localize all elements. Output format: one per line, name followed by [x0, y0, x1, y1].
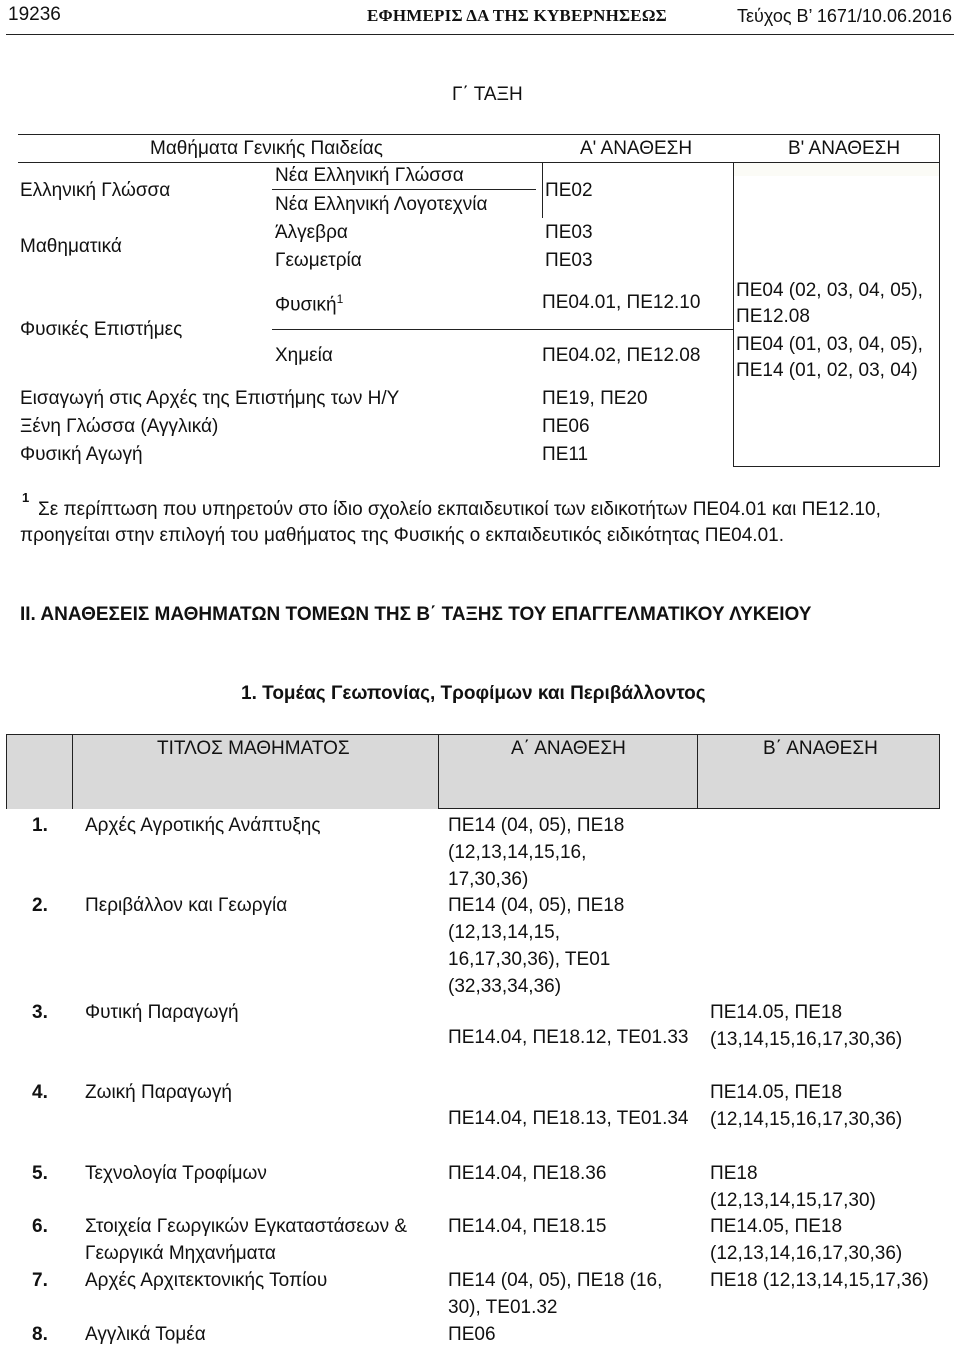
row-title: Αρχές Αγροτικής Ανάπτυξης: [85, 815, 321, 836]
row-title: Στοιχεία Γεωργικών Εγκαταστάσεων & Γεωργικά Μηχανήματα: [85, 1216, 408, 1264]
row-title: Περιβάλλον και Γεωργία: [85, 895, 288, 916]
issue-info: Τεύχος Β’ 1671/10.06.2016: [737, 6, 953, 26]
row-a-assignment: ΠΕ14 (04, 05), ΠΕ18 (16, 30), ΤΕ01.32: [448, 1270, 663, 1318]
math-algebra: Άλγεβρα: [275, 222, 348, 243]
row-number: 6.: [32, 1216, 48, 1237]
footnote-line1: Σε περίπτωση που υπηρετούν στο ίδιο σχολείο εκπαιδευτικοί των ειδικοτήτων ΠΕ04.01 και ΠΕ12.10,: [38, 499, 881, 520]
cs-label: Εισαγωγή στις Αρχές της Επιστήμης των Η/Υ: [20, 388, 400, 409]
row-title: Φυτική Παραγωγή: [85, 1002, 239, 1023]
gazette-title: ΕΦΗΜΕΡΙΣ ΔΑ ΤΗΣ ΚΥΒΕΡΝΗΣΕΩΣ: [367, 6, 667, 25]
math-algebra-a: ΠΕ03: [545, 222, 593, 243]
row-title: Αγγλικά Τομέα: [85, 1324, 206, 1345]
row-a-assignment: ΠΕ14.04, ΠΕ18.12, ΤΕ01.33: [448, 1027, 689, 1048]
header-rule: [6, 34, 954, 35]
row-title: Ζωική Παραγωγή: [85, 1082, 232, 1103]
sector-left-border: [6, 734, 7, 809]
sector-header-title: ΤΙΤΛΟΣ ΜΑΘΗΜΑΤΟΣ: [157, 738, 350, 759]
table-top-border: [18, 134, 940, 135]
sector-header-b: Β΄ ΑΝΑΘΕΣΗ: [763, 738, 878, 759]
row-title: Αρχές Αρχιτεκτονικής Τοπίου: [85, 1270, 328, 1291]
physics-a: ΠΕ04.01, ΠΕ12.10: [542, 292, 701, 313]
pe-a: ΠΕ11: [542, 444, 589, 465]
b-column-border: [733, 162, 734, 466]
sector-subheading: 1. Τομέας Γεωπονίας, Τροφίμων και Περιβάλλοντος: [241, 683, 706, 704]
header-b-assignment: Β' ΑΝΑΘΕΣΗ: [788, 138, 901, 159]
chem-a: ΠΕ04.02, ΠΕ12.08: [542, 345, 701, 366]
row-a-assignment: ΠΕ14.04, ΠΕ18.36: [448, 1163, 607, 1184]
sector-header-a: Α΄ ΑΝΑΘΕΣΗ: [511, 738, 626, 759]
science-split-line: [272, 329, 734, 330]
row-b-assignment: ΠΕ14.05, ΠΕ18 (13,14,15,16,17,30,36): [710, 1002, 903, 1050]
row-a-assignment: ΠΕ14.04, ΠΕ18.15: [448, 1216, 607, 1237]
row-b-assignment: ΠΕ18 (12,13,14,15,17,36): [710, 1270, 929, 1291]
science-group: Φυσικές Επιστήμες: [20, 319, 183, 340]
row-b-assignment: ΠΕ14.05, ΠΕ18 (12,14,15,16,17,30,36): [710, 1082, 903, 1130]
row-b-assignment: ΠΕ14.05, ΠΕ18 (12,13,14,16,17,30,36): [710, 1216, 903, 1264]
math-geometry: Γεωμετρία: [275, 250, 362, 271]
chem-b-line1: ΠΕ04 (01, 03, 04, 05),: [736, 334, 923, 355]
row-a-assignment: ΠΕ14 (04, 05), ΠΕ18 (12,13,14,15,16, 17,30,36): [448, 815, 625, 890]
greek-sub-literature: Νέα Ελληνική Λογοτεχνία: [275, 194, 488, 215]
math-group: Μαθηματικά: [20, 236, 122, 257]
english-a: ΠΕ06: [542, 416, 590, 437]
sector-num-divider: [72, 734, 73, 809]
sector-a-divider: [697, 734, 698, 809]
physics-label: Φυσική$^1$: [275, 292, 344, 316]
footnote-marker-sup: 1: [336, 292, 344, 306]
footnote-marker: 1: [22, 490, 30, 505]
greek-split-line: [272, 189, 536, 190]
row-number: 8.: [32, 1324, 48, 1345]
english-label: Ξένη Γλώσσα (Αγγλικά): [20, 416, 219, 437]
chem-label: Χημεία: [275, 345, 333, 366]
pe-label: Φυσική Αγωγή: [20, 444, 143, 465]
greek-group: Ελληνική Γλώσσα: [20, 180, 171, 201]
row-number: 5.: [32, 1163, 48, 1184]
physics-b-line2: ΠΕ12.08: [736, 306, 810, 327]
row-title: Τεχνολογία Τροφίμων: [85, 1163, 267, 1184]
row-number: 1.: [32, 815, 48, 836]
row-number: 2.: [32, 895, 48, 916]
sector-table-top: [6, 734, 940, 735]
greek-a: ΠΕ02: [545, 180, 593, 201]
row-b-assignment: ΠΕ18 (12,13,14,15,17,30): [710, 1163, 876, 1211]
row-number: 3.: [32, 1002, 48, 1023]
math-geometry-a: ΠΕ03: [545, 250, 593, 271]
row-a-assignment: ΠΕ06: [448, 1324, 496, 1345]
physics-b-line1: ΠΕ04 (02, 03, 04, 05),: [736, 280, 923, 301]
table-right-border: [939, 134, 940, 467]
cs-a: ΠΕ19, ΠΕ20: [542, 388, 648, 409]
greek-sub-language: Νέα Ελληνική Γλώσσα: [275, 165, 464, 186]
footnote-line2: προηγείται στην επιλογή του μαθήματος της Φυσικής ο εκπαιδευτικός ειδικότητας ΠΕ04.01.: [20, 525, 784, 546]
header-a-assignment: Α' ΑΝΑΘΕΣΗ: [580, 138, 693, 159]
greek-a-divider: [542, 162, 543, 218]
chem-b-line2: ΠΕ14 (01, 02, 03, 04): [736, 360, 918, 381]
section-ii-heading: ΙΙ. ΑΝΑΘΕΣΕΙΣ ΜΑΘΗΜΑΤΩΝ ΤΟΜΕΩΝ ΤΗΣ Β΄ ΤΑΞΗΣ ΤΟΥ ΕΠΑΓΓΕΛΜΑΤΙΚΟΥ ΛΥΚΕΙΟΥ: [20, 604, 812, 625]
section-title: Γ΄ ΤΑΞΗ: [452, 84, 523, 105]
sector-right-border: [939, 734, 940, 809]
b-column-bottom: [733, 466, 940, 467]
row-number: 7.: [32, 1270, 48, 1291]
sector-title-divider: [438, 734, 439, 809]
header-subjects: Μαθήματα Γενικής Παιδείας: [150, 138, 383, 159]
row-number: 4.: [32, 1082, 48, 1103]
sector-header-bottom: [438, 808, 940, 809]
row-a-assignment: ΠΕ14 (04, 05), ΠΕ18 (12,13,14,15, 16,17,30,36), ΤΕ01 (32,33,34,36): [448, 895, 625, 997]
page-number: 19236: [8, 4, 61, 25]
row-a-assignment: ΠΕ14.04, ΠΕ18.13, ΤΕ01.34: [448, 1108, 689, 1129]
